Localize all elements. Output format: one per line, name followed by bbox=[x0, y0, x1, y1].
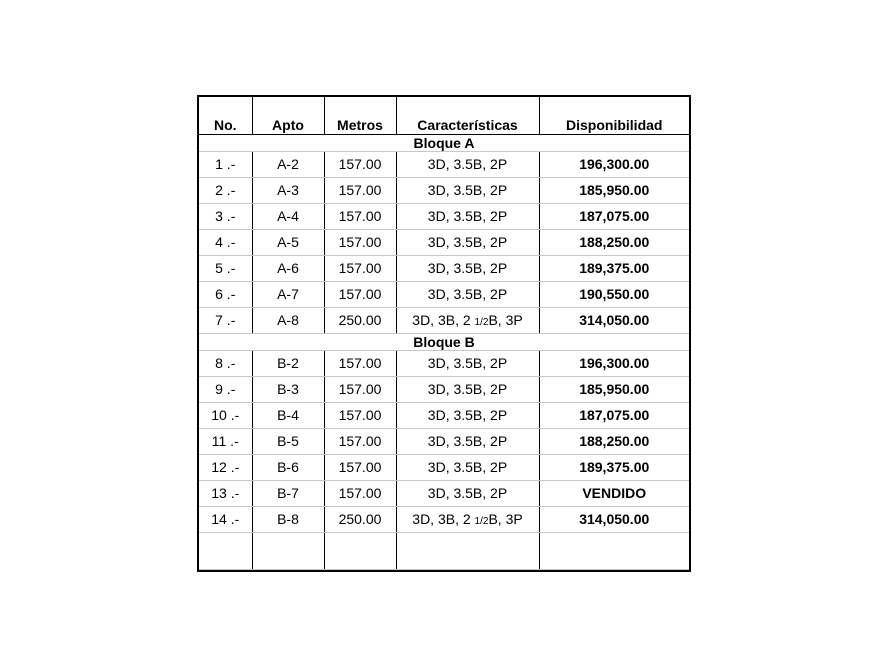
cell-disponibilidad: VENDIDO bbox=[539, 480, 689, 506]
cell-caracteristicas bbox=[396, 350, 539, 376]
cell-caracteristicas bbox=[396, 428, 539, 454]
caracteristicas-text: 3D, 3.5B, 2P bbox=[427, 355, 508, 371]
cell-apto: A-2 bbox=[252, 151, 324, 177]
cell-disponibilidad: 196,300.00 bbox=[539, 151, 689, 177]
table-row bbox=[199, 506, 689, 532]
caracteristicas-text-suffix: B, 3P bbox=[488, 511, 523, 527]
cell-metros: 250.00 bbox=[324, 506, 396, 532]
cell-caracteristicas bbox=[396, 229, 539, 255]
cell-no: 2 .- bbox=[199, 177, 252, 203]
caracteristicas-text: 3D, 3.5B, 2P bbox=[427, 156, 508, 172]
cell-metros: 157.00 bbox=[324, 203, 396, 229]
header-disponibilidad: Disponibilidad bbox=[539, 97, 689, 134]
cell-metros: 157.00 bbox=[324, 480, 396, 506]
block-title: Bloque B bbox=[199, 333, 689, 350]
empty-row bbox=[199, 532, 689, 570]
table-row bbox=[199, 402, 689, 428]
caracteristicas-text: 3D, 3.5B, 2P bbox=[427, 433, 508, 449]
caracteristicas-text: 3D, 3.5B, 2P bbox=[427, 381, 508, 397]
cell-no: 14 .- bbox=[199, 506, 252, 532]
cell-caracteristicas bbox=[396, 376, 539, 402]
cell-no: 7 .- bbox=[199, 307, 252, 333]
cell-apto: B-6 bbox=[252, 454, 324, 480]
caracteristicas-text: 3D, 3.5B, 2P bbox=[427, 182, 508, 198]
cell-caracteristicas bbox=[396, 307, 539, 333]
table-body bbox=[199, 97, 689, 570]
header-row bbox=[199, 97, 689, 134]
table-row bbox=[199, 350, 689, 376]
cell-no: 3 .- bbox=[199, 203, 252, 229]
cell-metros: 157.00 bbox=[324, 177, 396, 203]
cell-metros: 157.00 bbox=[324, 350, 396, 376]
cell-metros: 157.00 bbox=[324, 281, 396, 307]
caracteristicas-text: 3D, 3.5B, 2P bbox=[427, 407, 508, 423]
header-apto: Apto bbox=[252, 97, 324, 134]
cell-caracteristicas bbox=[396, 255, 539, 281]
cell-disponibilidad: 189,375.00 bbox=[539, 454, 689, 480]
cell-apto: B-5 bbox=[252, 428, 324, 454]
cell-no: 1 .- bbox=[199, 151, 252, 177]
block-title: Bloque A bbox=[199, 134, 689, 151]
cell-apto: A-7 bbox=[252, 281, 324, 307]
caracteristicas-text: 3D, 3.5B, 2P bbox=[427, 286, 508, 302]
cell-metros: 157.00 bbox=[324, 229, 396, 255]
caracteristicas-text: 3D, 3B, 2 bbox=[412, 312, 475, 328]
caracteristicas-text: 3D, 3.5B, 2P bbox=[427, 485, 508, 501]
cell-apto: A-4 bbox=[252, 203, 324, 229]
cell-metros: 157.00 bbox=[324, 454, 396, 480]
cell-caracteristicas bbox=[396, 203, 539, 229]
table-row bbox=[199, 151, 689, 177]
cell-no: 4 .- bbox=[199, 229, 252, 255]
empty-cell bbox=[396, 532, 539, 570]
cell-metros: 157.00 bbox=[324, 376, 396, 402]
cell-disponibilidad: 185,950.00 bbox=[539, 376, 689, 402]
cell-disponibilidad: 196,300.00 bbox=[539, 350, 689, 376]
caracteristicas-text: 3D, 3.5B, 2P bbox=[427, 208, 508, 224]
cell-apto: B-7 bbox=[252, 480, 324, 506]
cell-apto: B-2 bbox=[252, 350, 324, 376]
cell-no: 6 .- bbox=[199, 281, 252, 307]
cell-metros: 157.00 bbox=[324, 255, 396, 281]
table-row bbox=[199, 480, 689, 506]
cell-caracteristicas bbox=[396, 480, 539, 506]
cell-apto: A-8 bbox=[252, 307, 324, 333]
empty-cell bbox=[199, 532, 252, 570]
cell-apto: B-3 bbox=[252, 376, 324, 402]
cell-disponibilidad: 189,375.00 bbox=[539, 255, 689, 281]
cell-apto: A-6 bbox=[252, 255, 324, 281]
empty-cell bbox=[539, 532, 689, 570]
cell-disponibilidad: 314,050.00 bbox=[539, 506, 689, 532]
cell-disponibilidad: 187,075.00 bbox=[539, 203, 689, 229]
cell-metros: 250.00 bbox=[324, 307, 396, 333]
table-row bbox=[199, 428, 689, 454]
cell-no: 11 .- bbox=[199, 428, 252, 454]
cell-no: 8 .- bbox=[199, 350, 252, 376]
table-row bbox=[199, 454, 689, 480]
cell-apto: A-3 bbox=[252, 177, 324, 203]
cell-metros: 157.00 bbox=[324, 428, 396, 454]
caracteristicas-text-suffix: B, 3P bbox=[488, 312, 523, 328]
table-grid bbox=[199, 97, 689, 570]
header-caracteristicas: Características bbox=[396, 97, 539, 134]
cell-apto: B-8 bbox=[252, 506, 324, 532]
cell-caracteristicas bbox=[396, 506, 539, 532]
table-row bbox=[199, 376, 689, 402]
header-no: No. bbox=[199, 97, 252, 134]
block-header-row bbox=[199, 333, 689, 350]
cell-caracteristicas bbox=[396, 177, 539, 203]
apartment-availability-table bbox=[197, 95, 691, 572]
caracteristicas-text: 3D, 3.5B, 2P bbox=[427, 459, 508, 475]
cell-no: 9 .- bbox=[199, 376, 252, 402]
caracteristicas-text: 3D, 3B, 2 bbox=[412, 511, 475, 527]
cell-no: 5 .- bbox=[199, 255, 252, 281]
cell-caracteristicas bbox=[396, 151, 539, 177]
cell-disponibilidad: 187,075.00 bbox=[539, 402, 689, 428]
caracteristicas-text: 3D, 3.5B, 2P bbox=[427, 260, 508, 276]
table-row bbox=[199, 281, 689, 307]
cell-disponibilidad: 185,950.00 bbox=[539, 177, 689, 203]
cell-metros: 157.00 bbox=[324, 402, 396, 428]
cell-caracteristicas bbox=[396, 402, 539, 428]
cell-disponibilidad: 188,250.00 bbox=[539, 428, 689, 454]
header-metros: Metros bbox=[324, 97, 396, 134]
cell-disponibilidad: 190,550.00 bbox=[539, 281, 689, 307]
cell-no: 12 .- bbox=[199, 454, 252, 480]
table-row bbox=[199, 229, 689, 255]
cell-no: 10 .- bbox=[199, 402, 252, 428]
cell-metros: 157.00 bbox=[324, 151, 396, 177]
table-row bbox=[199, 203, 689, 229]
cell-disponibilidad: 314,050.00 bbox=[539, 307, 689, 333]
block-header-row bbox=[199, 134, 689, 151]
empty-cell bbox=[252, 532, 324, 570]
cell-caracteristicas bbox=[396, 281, 539, 307]
cell-disponibilidad: 188,250.00 bbox=[539, 229, 689, 255]
cell-apto: A-5 bbox=[252, 229, 324, 255]
table-row bbox=[199, 177, 689, 203]
table-row bbox=[199, 255, 689, 281]
empty-cell bbox=[324, 532, 396, 570]
caracteristicas-text: 3D, 3.5B, 2P bbox=[427, 234, 508, 250]
table-row bbox=[199, 307, 689, 333]
cell-apto: B-4 bbox=[252, 402, 324, 428]
cell-no: 13 .- bbox=[199, 480, 252, 506]
caracteristicas-fraction: 1/2 bbox=[474, 317, 489, 328]
caracteristicas-fraction: 1/2 bbox=[474, 516, 489, 527]
cell-caracteristicas bbox=[396, 454, 539, 480]
